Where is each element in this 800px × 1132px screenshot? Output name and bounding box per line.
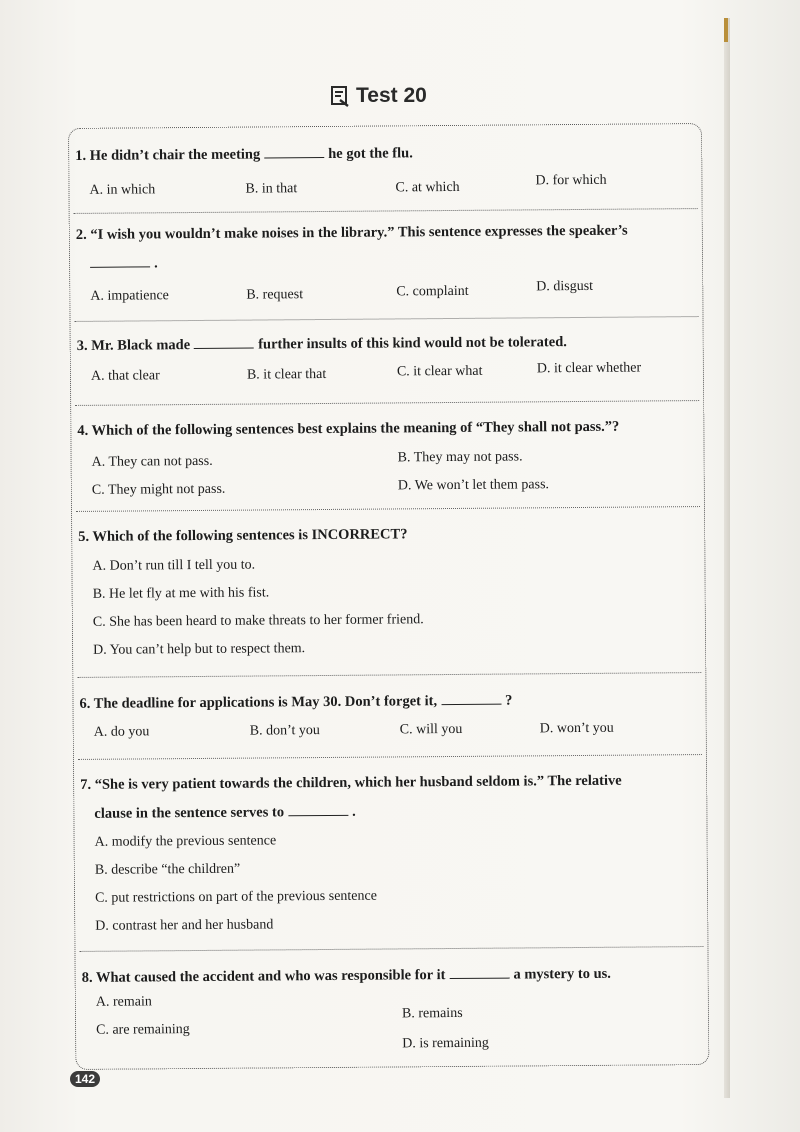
stem-text: 5. Which of the following sentences is INCORRECT? [78,526,408,545]
option-b: B. They may not pass. [397,449,523,466]
option-b: B. request [246,287,304,303]
option-c: C. put restrictions on part of the previous sentence [94,888,377,906]
stem-text: 6. The deadline for applications is May 30. Don’t forget it, [79,693,438,712]
question-3 [71,324,703,384]
answer-blank [194,336,254,349]
answer-blank [441,692,501,705]
divider [77,672,701,678]
question-4 [71,408,703,498]
divider [76,506,700,512]
question-2 [70,216,702,304]
page-edge [724,18,730,1098]
option-a: A. do you [93,724,150,740]
option-b: B. in that [245,181,298,197]
question-6 [73,680,705,740]
question-8 [76,954,708,1052]
stem-text: ? [504,692,513,709]
option-b: B. describe “the children” [94,861,241,878]
document-icon [330,85,350,107]
question-stem-line2 [94,803,355,823]
option-c: C. at which [395,179,460,196]
stem-text: . [351,803,356,820]
option-c: C. They might not pass. [91,481,226,498]
question-stem-line2 [90,254,158,273]
option-d: D. for which [535,172,607,189]
option-b: B. it clear that [246,366,327,383]
test-title: Test 20 [356,84,427,107]
answer-blank [288,803,348,816]
question-stem [80,773,622,794]
stem-text: 1. He didn’t chair the meeting [75,146,261,164]
option-c: C. complaint [396,283,469,300]
option-d: D. You can’t help but to respect them. [93,641,306,658]
stem-text: 2. “I wish you wouldn’t make noises in the library.” This sentence expresses the speaker’s [75,222,628,243]
option-d: D. contrast her and her husband [95,917,274,934]
option-d: D. We won’t let them pass. [397,477,550,494]
page-number-label: 142 [70,1071,100,1087]
divider [75,316,699,322]
option-b: B. He let fly at me with his fist. [92,585,270,602]
stem-text: . [154,255,158,272]
page-number [70,1070,100,1088]
stem-text: 3. Mr. Black made [76,337,191,354]
option-a: A. that clear [90,368,160,384]
question-stem [77,419,619,440]
option-c: C. She has been heard to make threats to her former friend. [92,612,424,630]
option-a: A. remain [95,994,152,1010]
option-c: C. will you [399,721,463,738]
page-title [330,84,427,108]
stem-text: clause in the sentence serves to [94,804,285,822]
question-stem [75,144,413,165]
question-stem [79,692,512,713]
bookmark-ribbon [724,18,728,42]
divider [75,400,699,406]
option-d: D. disgust [536,278,594,295]
stem-text: 8. What caused the accident and who was responsible for it [81,967,446,986]
questions-frame [68,123,709,1070]
divider [74,208,698,214]
option-a: A. They can not pass. [91,453,213,470]
question-stem [78,526,407,546]
answer-blank [449,966,509,979]
answer-blank [90,254,150,267]
stem-text: further insults of this kind would not be tolerated. [258,334,567,353]
option-a: A. Don’t run till I tell you to. [92,557,256,574]
question-stem [82,965,611,987]
question-5 [72,514,704,658]
answer-blank [264,145,324,158]
stem-text: 7. “She is very patient towards the children, which her husband seldom is.” The relative [80,772,622,793]
option-a: A. in which [89,182,156,198]
stem-text: a mystery to us. [513,965,611,983]
option-a: A. modify the previous sentence [94,833,277,850]
option-d: D. won’t you [539,720,614,737]
question-7 [74,762,706,934]
question-stem [77,333,567,355]
option-d: D. is remaining [402,1035,489,1052]
stem-text: he got the flu. [328,145,413,162]
option-a: A. impatience [90,288,169,304]
option-c: C. are remaining [96,1022,190,1038]
option-d: D. it clear whether [536,360,642,377]
divider [79,946,703,952]
stem-text: 4. Which of the following sentences best explains the meaning of “They shall not pass.”? [77,418,620,439]
option-b: B. remains [401,1005,463,1022]
question-1 [69,136,701,198]
question-stem [76,223,628,244]
option-c: C. it clear what [396,363,483,380]
option-b: B. don’t you [249,723,320,739]
divider [78,754,702,760]
